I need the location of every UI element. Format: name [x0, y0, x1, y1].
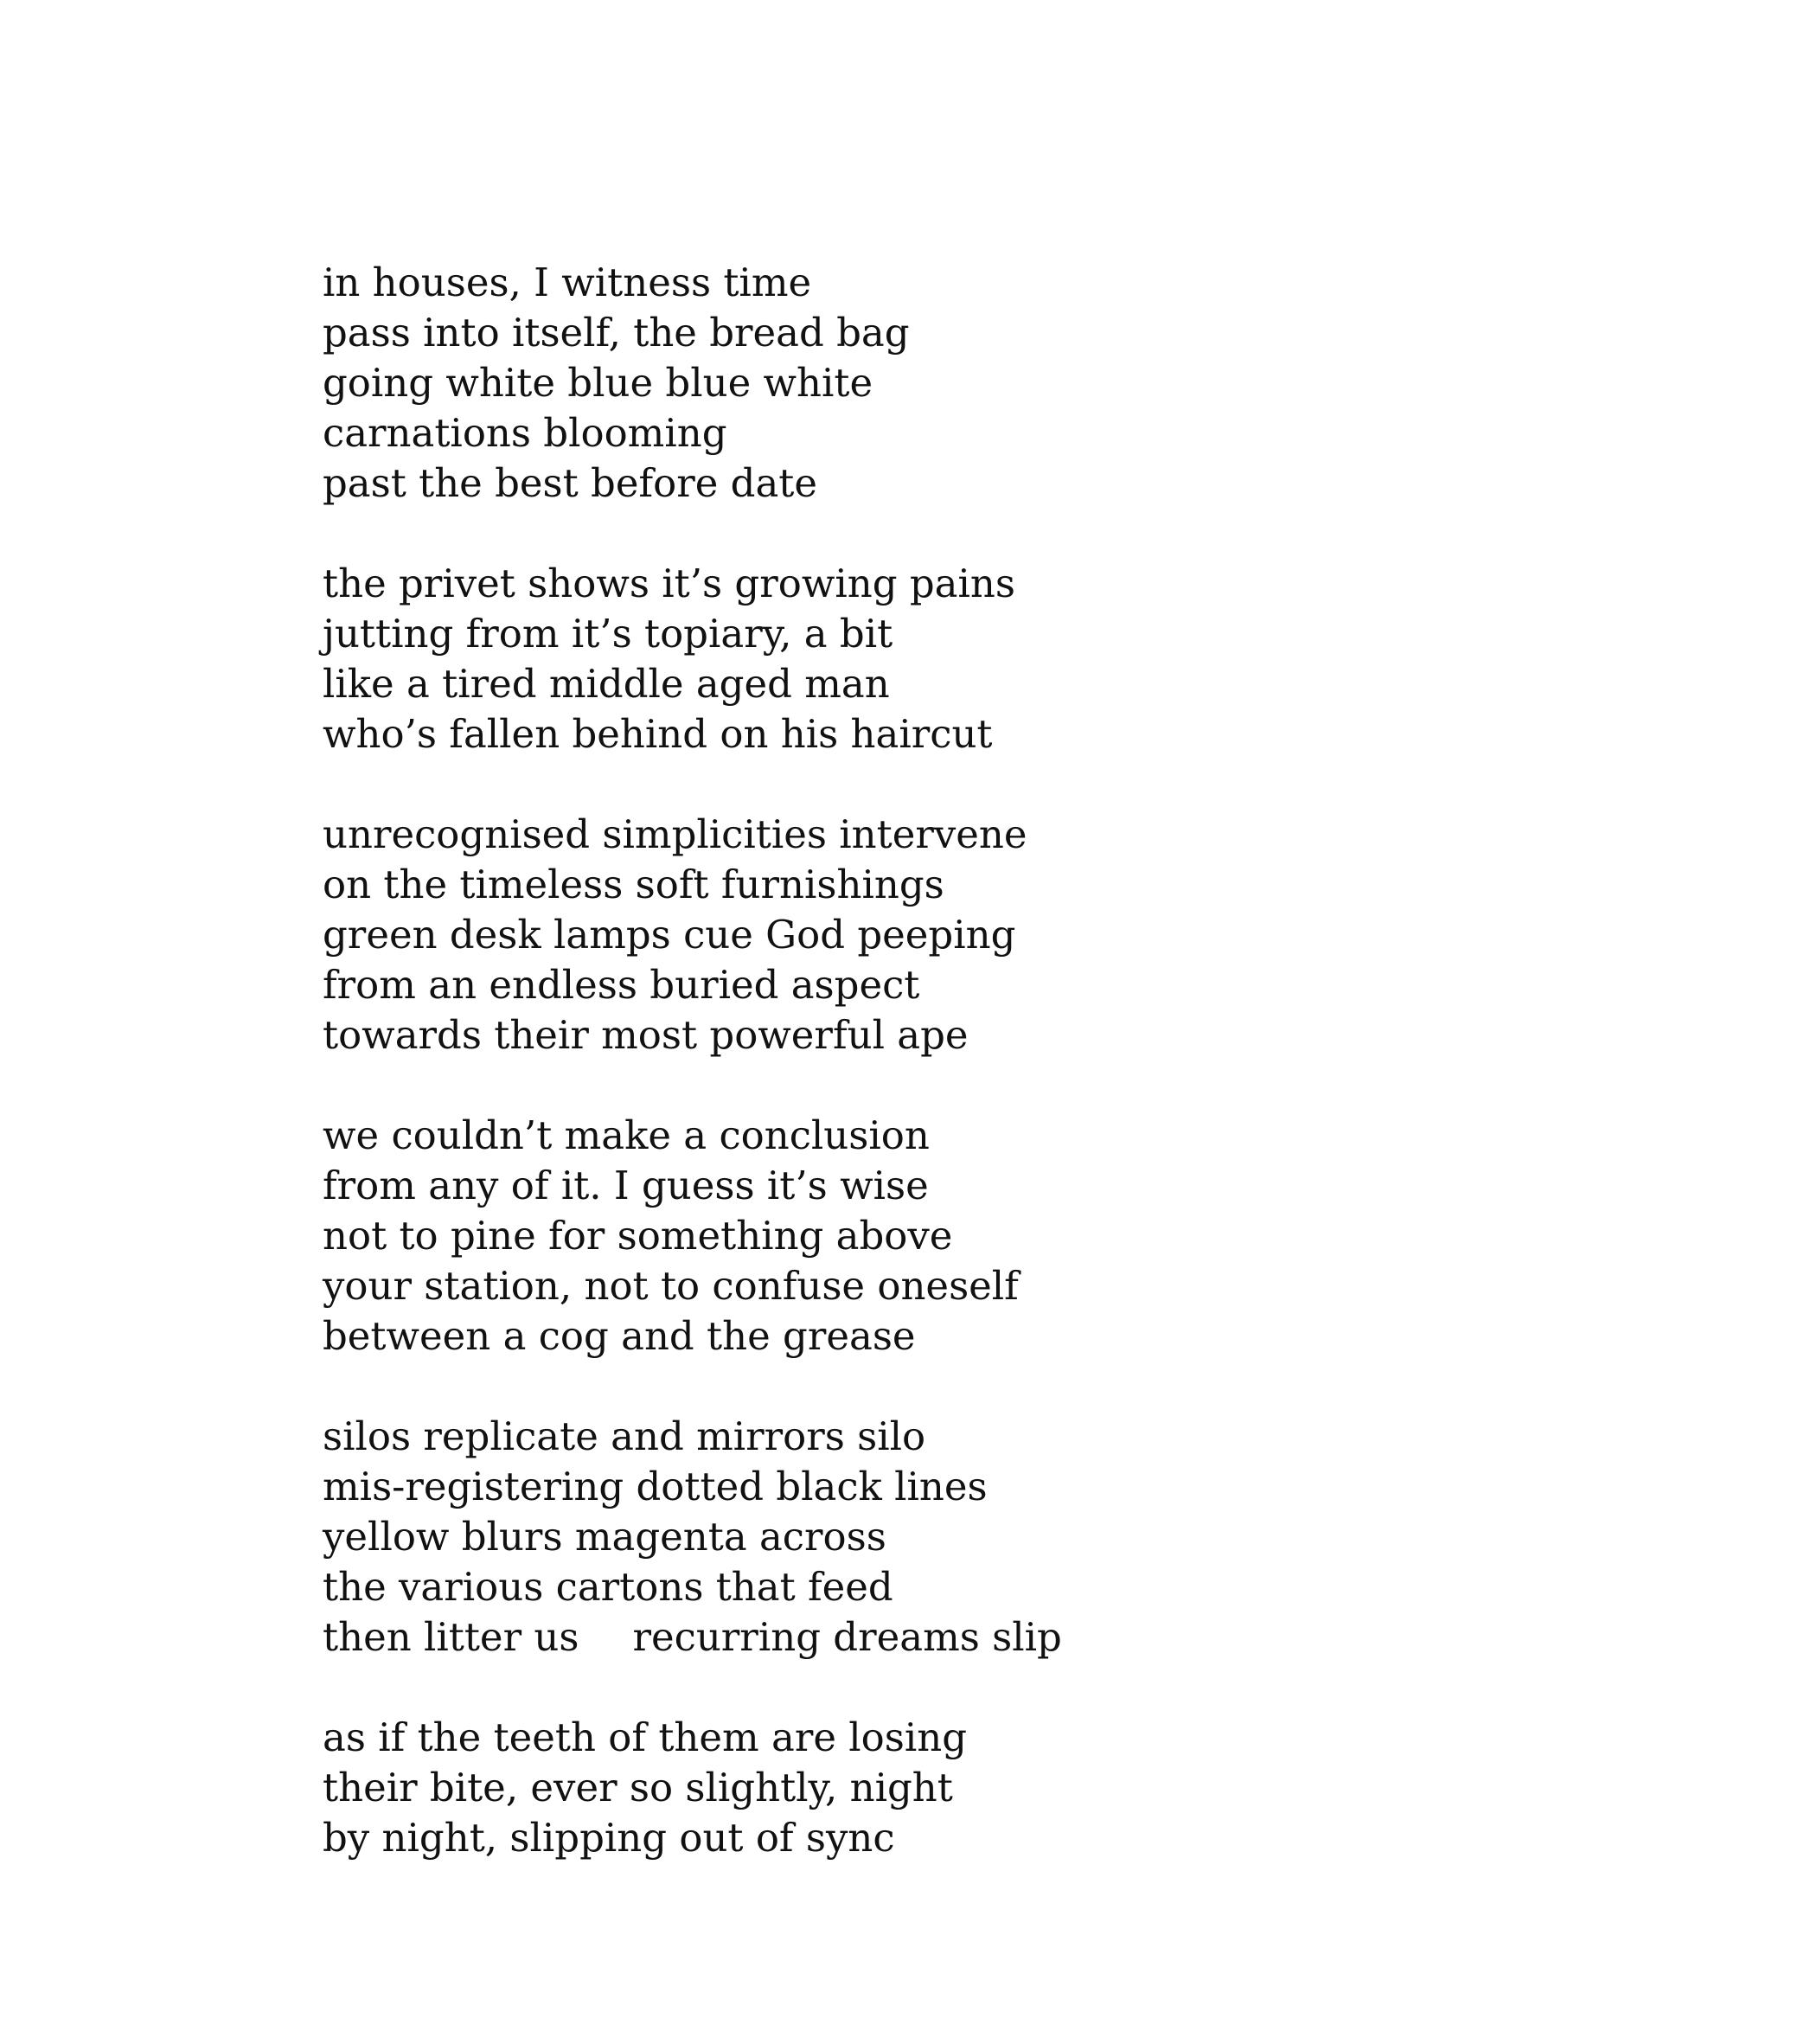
poem-line: in houses, I witness time [323, 260, 812, 305]
poem-line: between a cog and the grease [323, 1313, 916, 1359]
poem-line: going white blue blue white [323, 360, 873, 406]
stanza-2 [323, 559, 1620, 759]
poem-line: the privet shows it’s growing pains [323, 561, 1015, 606]
poem-line-left: then litter us [323, 1614, 579, 1660]
poem-line: the various cartons that feed [323, 1564, 893, 1610]
poem-line: pass into itself, the bread bag [323, 310, 910, 356]
poem-line: like a tired middle aged man [323, 661, 890, 707]
poem [323, 258, 1620, 1863]
poem-line: as if the teeth of them are losing [323, 1714, 968, 1760]
poem-line: from any of it. I guess it’s wise [323, 1163, 929, 1208]
stanza-4 [323, 1111, 1620, 1362]
poem-line: silos replicate and mirrors silo [323, 1413, 926, 1459]
poem-line: we couldn’t make a conclusion [323, 1112, 930, 1158]
poem-line: yellow blurs magenta across [323, 1514, 886, 1560]
poem-line: their bite, ever so slightly, night [323, 1765, 953, 1810]
poem-line: your station, not to confuse oneself [323, 1263, 1019, 1309]
poem-line: towards their most powerful ape [323, 1012, 969, 1058]
poem-line-right: recurring dreams slip [632, 1614, 1062, 1660]
poem-line: carnations blooming [323, 410, 727, 456]
poem-line: jutting from it’s topiary, a bit [323, 611, 893, 657]
stanza-3 [323, 810, 1620, 1060]
poem-line: green desk lamps cue God peeping [323, 912, 1016, 958]
poem-line: by night, slipping out of sync [323, 1815, 895, 1861]
poem-line: not to pine for something above [323, 1213, 953, 1259]
poem-split-line [323, 1612, 1620, 1663]
poem-line: on the timeless soft furnishings [323, 862, 944, 907]
poem-line: who’s fallen behind on his haircut [323, 711, 993, 757]
poem-line: mis-registering dotted black lines [323, 1464, 988, 1509]
poem-line: past the best before date [323, 460, 818, 506]
poem-line: unrecognised simplicities intervene [323, 811, 1027, 857]
stanza-5 [323, 1412, 1620, 1663]
poem-line: from an endless buried aspect [323, 962, 920, 1008]
stanza-6 [323, 1713, 1620, 1863]
stanza-1 [323, 258, 1620, 509]
